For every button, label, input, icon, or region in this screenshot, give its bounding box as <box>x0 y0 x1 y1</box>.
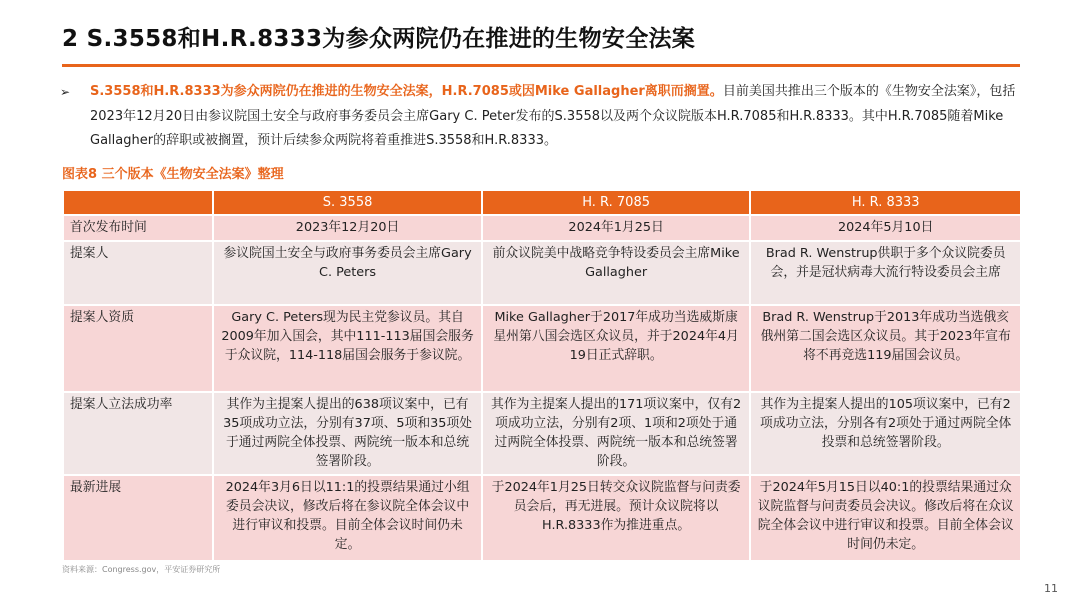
bullet-lead: S.3558和H.R.8333为参众两院仍在推进的生物安全法案，H.R.7085或因Mike Gallagher离职而搁置。 <box>90 84 723 99</box>
table-cell: 2023年12月20日 <box>214 216 481 240</box>
table-row <box>64 216 1020 240</box>
row-label: 首次发布时间 <box>64 216 212 240</box>
table-cell: 2024年3月6日以11:1的投票结果通过小组委员会决议，修改后将在参议院全体会议中进行审议和投票。目前全体会议时间仍未定。 <box>214 476 481 560</box>
row-label: 提案人立法成功率 <box>64 393 212 474</box>
table-cell: 其作为主提案人提出的171项议案中，仅有2项成功立法，分别有2项、1项和2项处于通过两院全体投票、两院统一版本和总统签署阶段。 <box>483 393 750 474</box>
table-cell: Brad R. Wenstrup供职于多个众议院委员会，并是冠状病毒大流行特设委员会主席 <box>751 242 1020 304</box>
table-cell: 前众议院美中战略竞争特设委员会主席Mike Gallagher <box>483 242 750 304</box>
table-row <box>64 476 1020 560</box>
header-cell-blank <box>64 191 212 214</box>
bullet-text <box>60 80 1026 154</box>
header-cell-hr8333: H. R. 8333 <box>751 191 1020 214</box>
summary-bullet <box>60 80 1026 154</box>
table-row <box>64 242 1020 304</box>
bullet-arrow-icon: ➢ <box>60 85 71 99</box>
table-cell: Mike Gallagher于2017年成功当选威斯康星州第八国会选区众议员，并于2024年4月19日正式辞职。 <box>483 306 750 391</box>
bio-security-act-table <box>62 189 1022 562</box>
figure-caption: 图表8 三个版本《生物安全法案》整理 <box>62 167 284 182</box>
table-cell: Gary C. Peters现为民主党参议员。其自2009年加入国会，其中111-113届国会服务于众议院，114-118届国会服务于参议院。 <box>214 306 481 391</box>
table-cell: 其作为主提案人提出的638项议案中，已有35项成功立法，分别有37项、5项和35项处于通过两院全体投票、两院统一版本和总统签署阶段。 <box>214 393 481 474</box>
table-cell: 2024年1月25日 <box>483 216 750 240</box>
table-cell: 2024年5月10日 <box>751 216 1020 240</box>
table-row <box>64 306 1020 391</box>
table-cell: 其作为主提案人提出的105项议案中，已有2项成功立法，分别各有2项处于通过两院全体投票和总统签署阶段。 <box>751 393 1020 474</box>
table-cell: 于2024年1月25日转交众议院监督与问责委员会后，再无进展。预计众议院将以H.R.8333作为推进重点。 <box>483 476 750 560</box>
table-cell: 参议院国土安全与政府事务委员会主席Gary C. Peters <box>214 242 481 304</box>
page-number: 11 <box>1044 582 1058 595</box>
table-header-row <box>64 191 1020 214</box>
row-label: 最新进展 <box>64 476 212 560</box>
row-label: 提案人 <box>64 242 212 304</box>
header-cell-hr7085: H. R. 7085 <box>483 191 750 214</box>
header-cell-s3558: S. 3558 <box>214 191 481 214</box>
title-divider <box>62 64 1020 67</box>
table-row <box>64 393 1020 474</box>
table-cell: 于2024年5月15日以40:1的投票结果通过众议院监督与问责委员会决议。修改后将在众议院全体会议中进行审议和投票。目前全体会议时间仍未定。 <box>751 476 1020 560</box>
table-cell: Brad R. Wenstrup于2013年成功当选俄亥俄州第二国会选区众议员。其于2023年宣布将不再竞选119届国会议员。 <box>751 306 1020 391</box>
source-note: 资料来源：Congress.gov，平安证券研究所 <box>62 565 221 574</box>
row-label: 提案人资质 <box>64 306 212 391</box>
bullet-body: 目前美国共推出三个版本的《生物安全法案》，包括2023年12月20日由参议院国土安全与政府事务委员会主席Gary C. Peter发布的S.3558以及两个众议院版本H.R.7085和H.R.8333。其中H.R.7085随着Mike Gallagher的辞职或被搁置，预计后续参众两院将着重推进S.3558和H.R.8333。 <box>90 84 1016 148</box>
page-title: 2 S.3558和H.R.8333为参众两院仍在推进的生物安全法案 <box>62 26 696 52</box>
